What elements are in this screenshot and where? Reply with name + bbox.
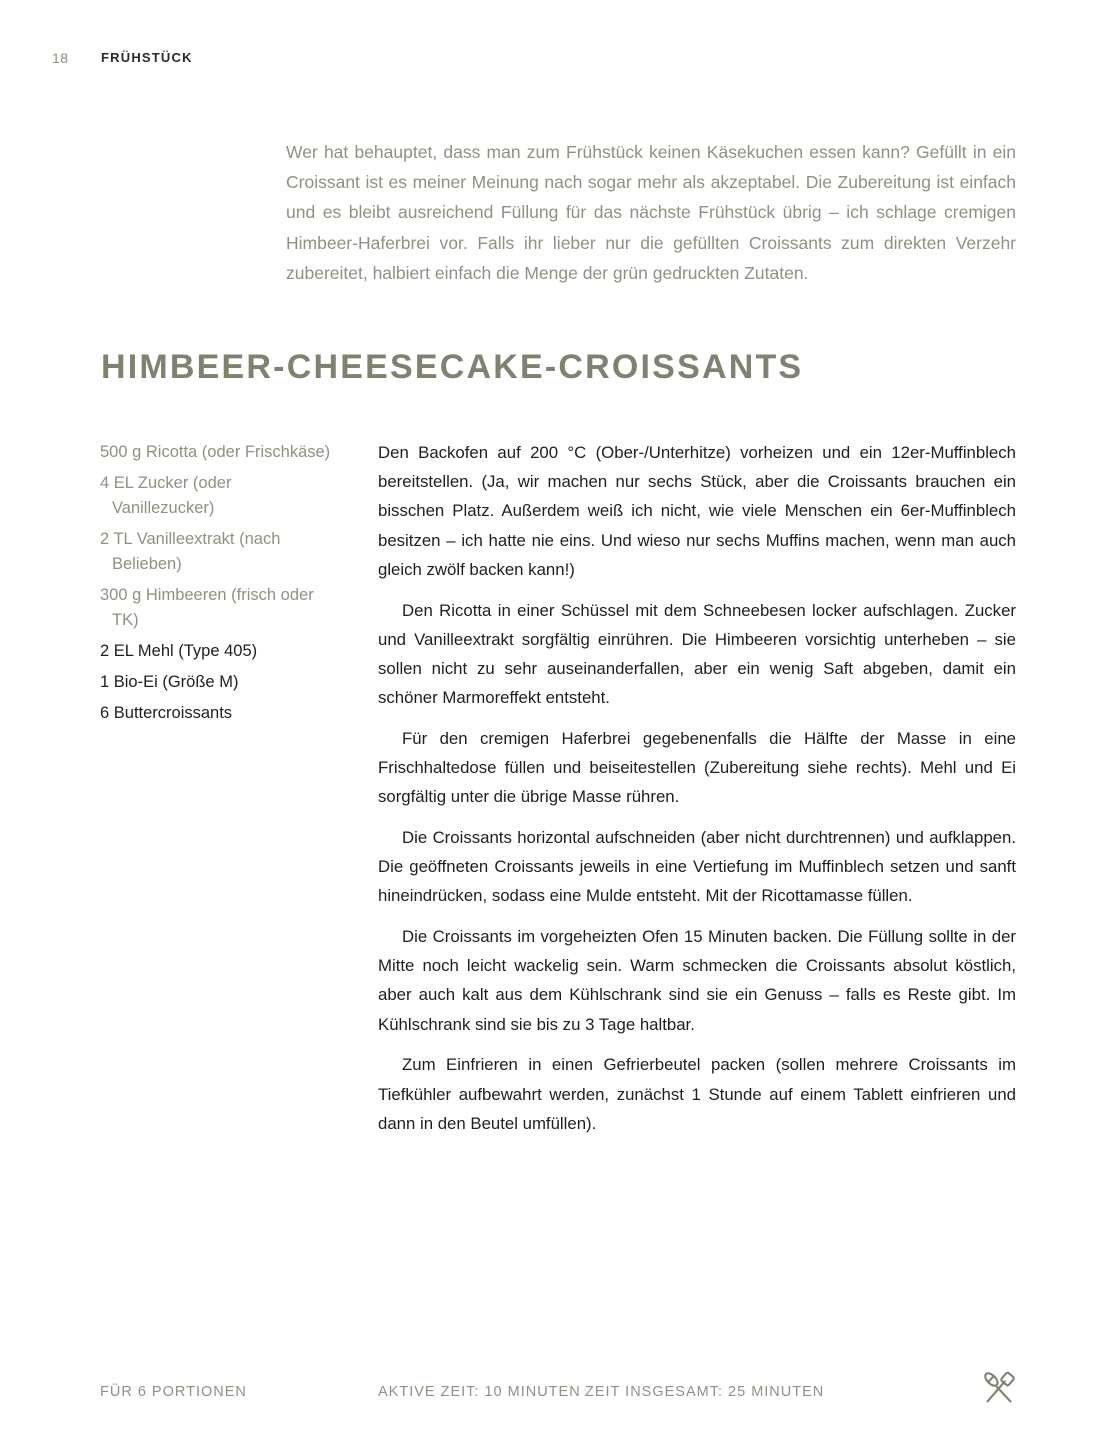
ingredient-list [100,440,336,732]
page-number: 18 [52,50,69,66]
total-time-label: ZEIT INSGESAMT: 25 MINUTEN [585,1384,825,1400]
section-label: FRÜHSTÜCK [101,50,193,65]
ingredient-item: 4 EL Zucker (oder Vanillezucker) [100,474,232,517]
ingredient-item: 1 Bio-Ei (Größe M) [100,673,239,691]
method-step: Die Croissants horizontal aufschneiden (aber nicht durchtrennen) und aufklappen. Die geöffneten Croissants jeweils in eine Vertiefung im Muffinblech setzen und sanft hineindrücken, sodass eine Mulde entsteht. Mit der Ricottamasse füllen. [378,827,1016,906]
method-step: Den Backofen auf 200 °C (Ober-/Unterhitze) vorheizen und ein 12er-Muffinblech bereitstellen. (Ja, wir machen nur sechs Stück, aber die Croissants brauchen ein bisschen Platz. Außerdem weiß ich nicht, wie viele Menschen ein 6er-Muffinblech besitzen – ich hatte nie eins. Und wieso nur sechs Muffins machen, wenn man auch gleich zwölf backen kann!) [378,443,1016,579]
portions-label: FÜR 6 PORTIONEN [100,1384,247,1400]
ingredient-item: 2 TL Vanilleextrakt (nach Belieben) [100,530,281,573]
ingredient-item: 6 Buttercroissants [100,704,233,722]
utensils-icon [980,1370,1018,1408]
method-step: Den Ricotta in einer Schüssel mit dem Schneebesen locker aufschlagen. Zucker und Vanilleextrakt sorgfältig einrühren. Die Himbeeren vorsichtig unterheben – sie sollen nicht zu sehr auseinanderfallen, aber ein wenig Saft abgeben, damit ein schöner Marmoreffekt entsteht. [378,600,1016,708]
active-time-label: AKTIVE ZEIT: 10 MINUTEN [378,1384,581,1400]
ingredient-item: 2 EL Mehl (Type 405) [100,642,258,660]
method-step: Die Croissants im vorgeheizten Ofen 15 Minuten backen. Die Füllung sollte in der Mitte noch leicht wackelig sein. Warm schmecken die Croissants absolut köstlich, aber auch kalt aus dem Kühlschrank sind sie ein Genuss – falls es Reste gibt. Im Kühlschrank sind sie bis zu 3 Tage haltbar. [378,927,1016,1034]
recipe-title: HIMBEER-CHEESECAKE-CROISSANTS [101,348,804,386]
method-steps [378,438,1016,1149]
ingredient-item: 300 g Himbeeren (frisch oder TK) [100,586,314,629]
method-step: Zum Einfrieren in einen Gefrierbeutel packen (sollen mehrere Croissants im Tiefkühler aufbewahrt werden, zunächst 1 Stunde auf einem Tablett einfrieren und dann in den Beutel umfüllen). [378,1055,1016,1133]
intro-text: Wer hat behauptet, dass man zum Frühstück keinen Käsekuchen essen kann? Gefüllt in ein Croissant ist es meiner Meinung nach sogar mehr als akzeptabel. Die Zubereitung ist einfach und es bleibt ausreichend Füllung für das nächste Frühstück übrig – ich schlage cremigen Himbeer-Haferbrei vor. Falls ihr lieber nur die gefüllten Croissants zum direkten Verzehr zubereitet, halbiert einfach die Menge der grün gedruckten Zutaten. [286,142,1016,283]
method-step: Für den cremigen Haferbrei gegebenenfalls die Hälfte der Masse in eine Frischhaltedose füllen und beiseitestellen (Zubereitung siehe rechts). Mehl und Ei sorgfältig unter die übrige Masse rühren. [378,728,1016,807]
ingredient-item: 500 g Ricotta (oder Frischkäse) [100,443,331,461]
